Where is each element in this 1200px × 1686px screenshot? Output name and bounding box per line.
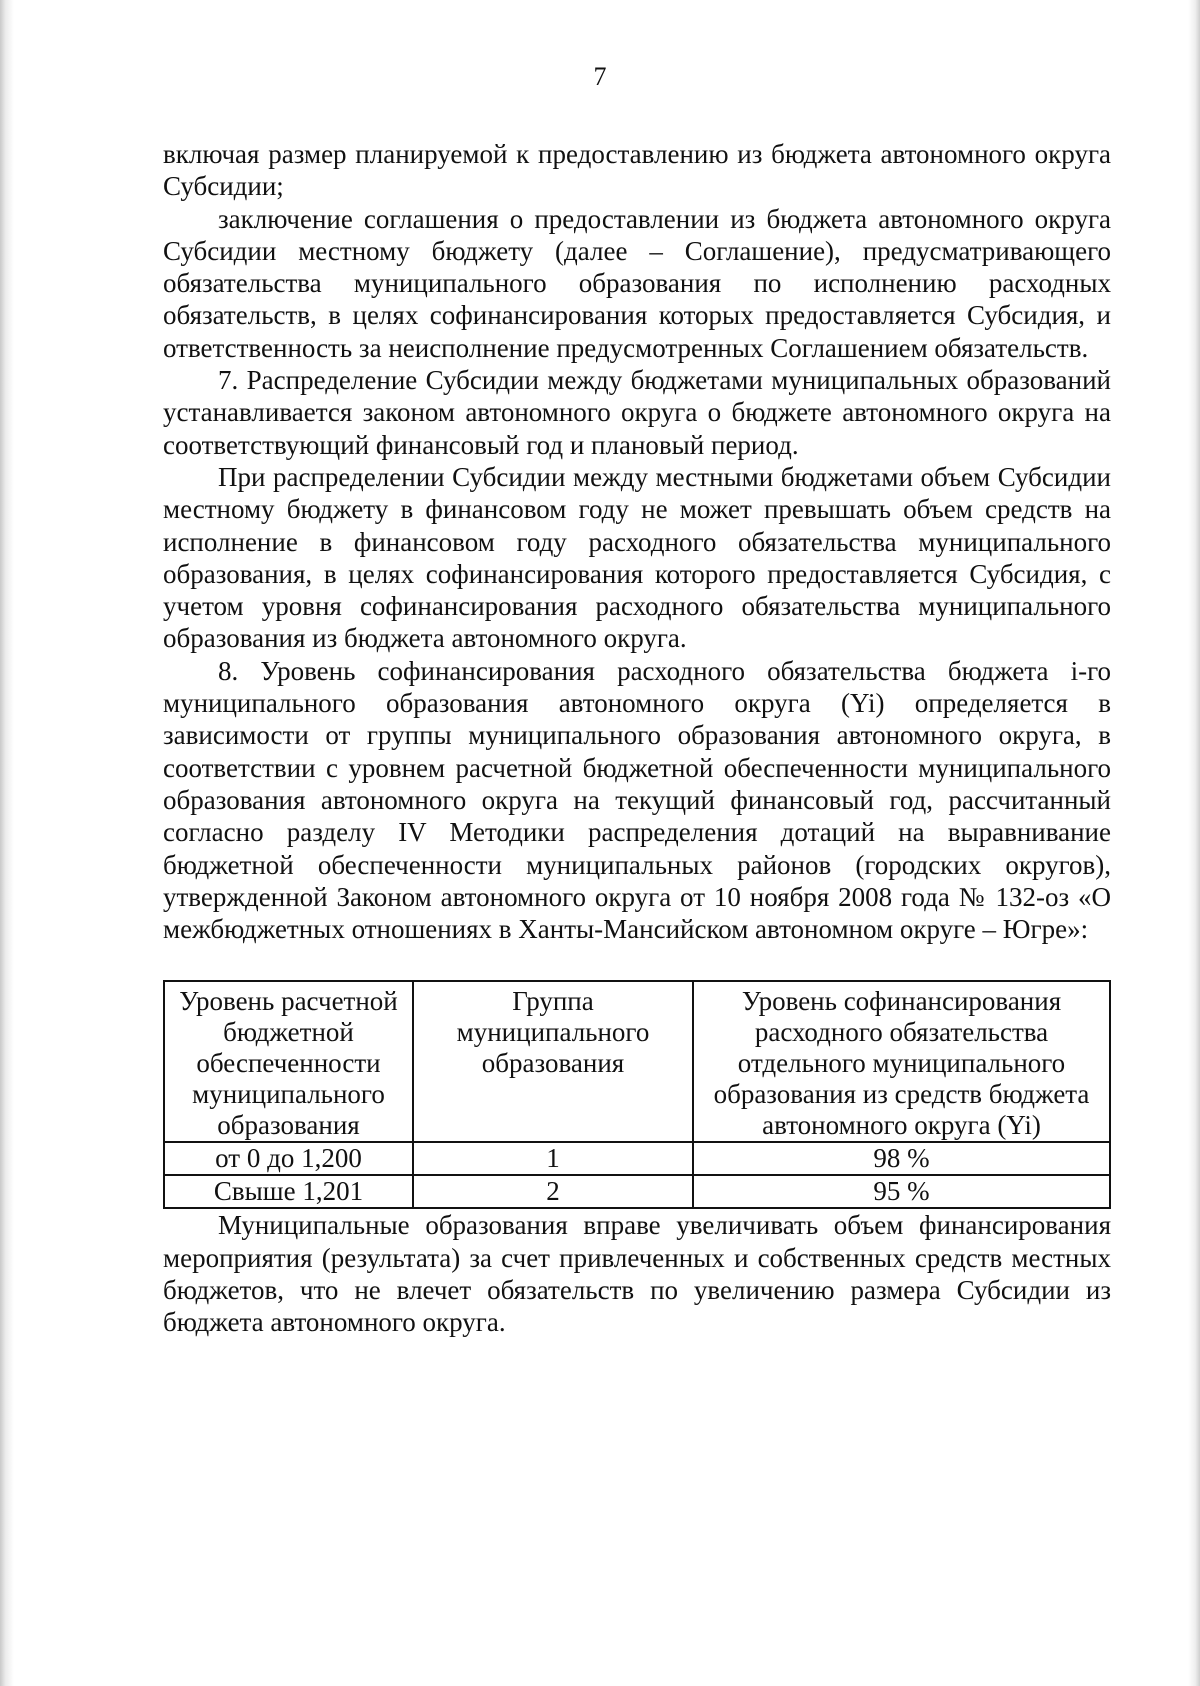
- paragraph-closing: Муниципальные образования вправе увеличивать объем финансирования мероприятия (результата) за счет привлеченных и собственных средств местных бюджетов, что не влечет обязательств по увеличению размера Субсидии из бюджета автономного округа.: [163, 1210, 1111, 1338]
- cell-cofinancing-percent: 95 %: [693, 1175, 1110, 1208]
- cofinancing-table-wrapper: [163, 980, 1111, 1209]
- scan-edge-right: [1188, 0, 1200, 1686]
- header-municipality-group: Группа муниципального образования: [413, 981, 693, 1142]
- header-budget-provision-level: Уровень расчетной бюджетной обеспеченности муниципального образования: [164, 981, 413, 1142]
- cofinancing-levels-table: [163, 980, 1111, 1209]
- paragraph-agreement: заключение соглашения о предоставлении из бюджета автономного округа Субсидии местному бюджету (далее – Соглашение), предусматривающего обязательства муниципального образования по исполнению расходных обязательств, в целях софинансирования которых предоставляется Субсидия, и ответственность за неисполнение предусмотренных Соглашением обязательств.: [163, 203, 1111, 363]
- paragraph-item-7: 7. Распределение Субсидии между бюджетами муниципальных образований устанавливается законом автономного округа о бюджете автономного округа на соответствующий финансовый год и плановый период.: [163, 365, 1111, 460]
- cell-group: 2: [413, 1175, 693, 1208]
- cell-group: 1: [413, 1142, 693, 1175]
- document-body: [163, 138, 1111, 1339]
- cell-provision-range: Свыше 1,201: [164, 1175, 413, 1208]
- scan-edge-left: [0, 0, 14, 1686]
- cell-provision-range: от 0 до 1,200: [164, 1142, 413, 1175]
- page-number: 7: [593, 62, 607, 91]
- paragraph-item-8: 8. Уровень софинансирования расходного обязательства бюджета i-го муниципального образования автономного округа (Yi) определяется в зависимости от группы муниципального образования автономного округа, в соответствии с уровнем расчетной бюджетной обеспеченности муниципального образования автономного округа на текущий финансовый год, рассчитанный согласно разделу IV Методики распределения дотаций на выравнивание бюджетной обеспеченности муниципальных районов (городских округов), утвержденной Законом автономного округа от 10 ноября 2008 года № 132-оз «О межбюджетных отношениях в Ханты-Мансийском автономном округе – Югре»:: [163, 655, 1111, 945]
- cell-cofinancing-percent: 98 %: [693, 1142, 1110, 1175]
- paragraph-subsidy-size: включая размер планируемой к предоставлению из бюджета автономного округа Субсидии;: [163, 139, 1111, 202]
- table-header-row: [164, 981, 1110, 1142]
- header-cofinancing-level: Уровень софинансирования расходного обязательства отдельного муниципального образования из средств бюджета автономного округа (Yi): [693, 981, 1110, 1142]
- paragraph-distribution: При распределении Субсидии между местными бюджетами объем Субсидии местному бюджету в финансовом году не может превышать объем средств на исполнение в финансовом году расходного обязательства муниципального образования, в целях софинансирования которого предоставляется Субсидия, с учетом уровня софинансирования расходного обязательства муниципального образования из бюджета автономного округа.: [163, 461, 1111, 654]
- table-row: [164, 1175, 1110, 1208]
- table-row: [164, 1142, 1110, 1175]
